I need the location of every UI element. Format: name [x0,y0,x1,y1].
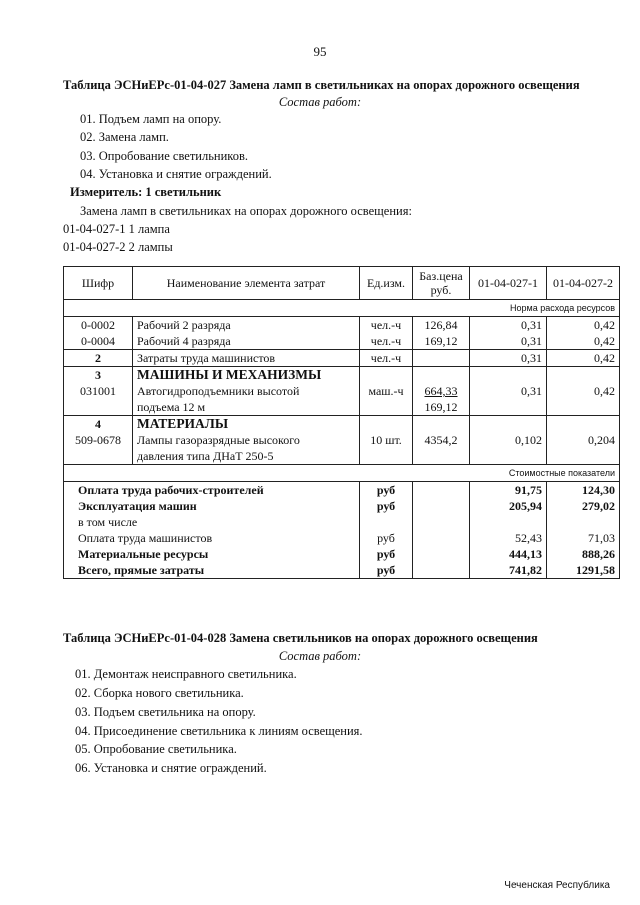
cost-row-total [64,562,620,579]
header-price-line1: Баз.цена [419,269,463,283]
cost-name: Всего, прямые затраты [64,562,360,579]
cost-name: Эксплуатация машин [64,498,360,514]
row-price: 169,12 [413,333,470,350]
cost-row [64,546,620,562]
cost-table [63,266,620,579]
row-unit: маш.-ч [360,383,413,416]
section-code: 3 [64,367,133,384]
row-unit: чел.-ч [360,350,413,367]
empty-cell [360,514,413,530]
cost-unit: руб [360,498,413,514]
empty-cell [413,498,470,514]
section-row-materials [64,416,620,433]
empty-cell [413,416,470,433]
table1-work-1: 01. Подъем ламп на опору. [80,112,222,126]
empty-cell [360,416,413,433]
table-row [64,432,620,465]
empty-cell [413,514,470,530]
table2-work-5: 05. Опробование светильника. [75,742,237,756]
table1-code-1: 01-04-027-1 1 лампа [63,222,170,236]
cost-name: Оплата труда машинистов [64,530,360,546]
row-name: Рабочий 4 разряда [133,333,360,350]
table2-work-2: 02. Сборка нового светильника. [75,686,244,700]
table1-description: Замена ламп в светильниках на опорах дорожного освещения: [80,204,412,218]
table1-work-4: 04. Установка и снятие ограждений. [80,167,272,181]
cost-unit: руб [360,482,413,499]
table2-work-6: 06. Установка и снятие ограждений. [75,761,267,775]
cost-unit: руб [360,530,413,546]
cost-v2: 888,26 [547,546,620,562]
row-name-line1: Автогидроподъемники высотой [137,384,300,398]
table2-work-4: 04. Присоединение светильника к линиям освещения. [75,724,363,738]
row-v2: 0,42 [547,317,620,334]
empty-cell [413,367,470,384]
row-name [133,383,360,416]
row-code: 0-0004 [64,333,133,350]
cost-v1: 52,43 [470,530,547,546]
table-row [64,317,620,334]
empty-cell [413,562,470,579]
cost-incl-label: в том числе [64,514,360,530]
table1-title: Таблица ЭСНиЕРс-01-04-027 Замена ламп в светильниках на опорах дорожного освещения [63,78,580,92]
empty-cell [547,416,620,433]
empty-cell [470,367,547,384]
table-header-row [64,267,620,300]
cost-row [64,530,620,546]
cost-unit: руб [360,562,413,579]
empty-cell [413,482,470,499]
cost-name: Материальные ресурсы [64,546,360,562]
table-row [64,333,620,350]
row-unit: 10 шт. [360,432,413,465]
row-v1: 0,102 [470,432,547,465]
section-row-machines [64,367,620,384]
row-code: 0-0002 [64,317,133,334]
table2-work-3: 03. Подъем светильника на опору. [75,705,256,719]
page-number: 95 [313,44,327,59]
row-price-line2: 169,12 [424,400,458,414]
row-v1: 0,31 [470,317,547,334]
row-name [133,432,360,465]
cost-v1: 741,82 [470,562,547,579]
header-unit: Ед.изм. [360,267,413,300]
header-price [413,267,470,300]
row-code: 509-0678 [64,432,133,465]
empty-cell [470,416,547,433]
row-unit: чел.-ч [360,333,413,350]
row-v1: 0,31 [470,383,547,416]
row-v2: 0,42 [547,350,620,367]
row-code: 031001 [64,383,133,416]
norm-label: Норма расхода ресурсов [64,300,620,317]
cost-v1: 444,13 [470,546,547,562]
table-row [64,350,620,367]
row-code: 2 [64,350,133,367]
header-price-line2: руб. [430,283,452,297]
cost-v2: 1291,58 [547,562,620,579]
cost-row [64,498,620,514]
cost-label: Стоимостные показатели [64,465,620,482]
empty-cell [413,530,470,546]
table2-work-1: 01. Демонтаж неисправного светильника. [75,667,297,681]
cost-v1: 205,94 [470,498,547,514]
page-footer: Чеченская Республика [504,880,610,891]
header-col1: 01-04-027-1 [470,267,547,300]
row-price: 126,84 [413,317,470,334]
row-v1: 0,31 [470,350,547,367]
section-name: МАШИНЫ И МЕХАНИЗМЫ [133,367,360,384]
cost-name: Оплата труда рабочих-строителей [64,482,360,499]
row-price [413,350,470,367]
empty-cell [547,514,620,530]
table2-title: Таблица ЭСНиЕРс-01-04-028 Замена светильников на опорах дорожного освещения [63,631,538,645]
header-col2: 01-04-027-2 [547,267,620,300]
section-name: МАТЕРИАЛЫ [133,416,360,433]
cost-row [64,514,620,530]
cost-subheader-row [64,465,620,482]
row-unit: чел.-ч [360,317,413,334]
table1-composition-label: Состав работ: [278,95,362,109]
row-price [413,383,470,416]
norm-subheader-row [64,300,620,317]
cost-row [64,482,620,499]
row-price: 4354,2 [413,432,470,465]
cost-v1: 91,75 [470,482,547,499]
table2-composition-label: Состав работ: [278,649,362,663]
row-name: Рабочий 2 разряда [133,317,360,334]
row-v2: 0,204 [547,432,620,465]
empty-cell [547,367,620,384]
empty-cell [413,546,470,562]
cost-v2: 71,03 [547,530,620,546]
row-v1: 0,31 [470,333,547,350]
row-name-line2: подъема 12 м [137,400,206,414]
table-row [64,383,620,416]
cost-v2: 124,30 [547,482,620,499]
cost-unit: руб [360,546,413,562]
table1-work-2: 02. Замена ламп. [80,130,169,144]
empty-cell [470,514,547,530]
table1-code-2: 01-04-027-2 2 лампы [63,240,173,254]
header-name: Наименование элемента затрат [133,267,360,300]
row-v2: 0,42 [547,333,620,350]
table1-measure: Измеритель: 1 светильник [70,185,222,199]
header-code: Шифр [64,267,133,300]
row-name-line1: Лампы газоразрядные высокого [137,433,300,447]
cost-v2: 279,02 [547,498,620,514]
row-name-line2: давления типа ДНаТ 250-5 [137,449,274,463]
empty-cell [360,367,413,384]
row-v2: 0,42 [547,383,620,416]
row-name: Затраты труда машинистов [133,350,360,367]
table1-work-3: 03. Опробование светильников. [80,149,249,163]
row-price-line1: 664,33 [424,384,458,398]
section-code: 4 [64,416,133,433]
